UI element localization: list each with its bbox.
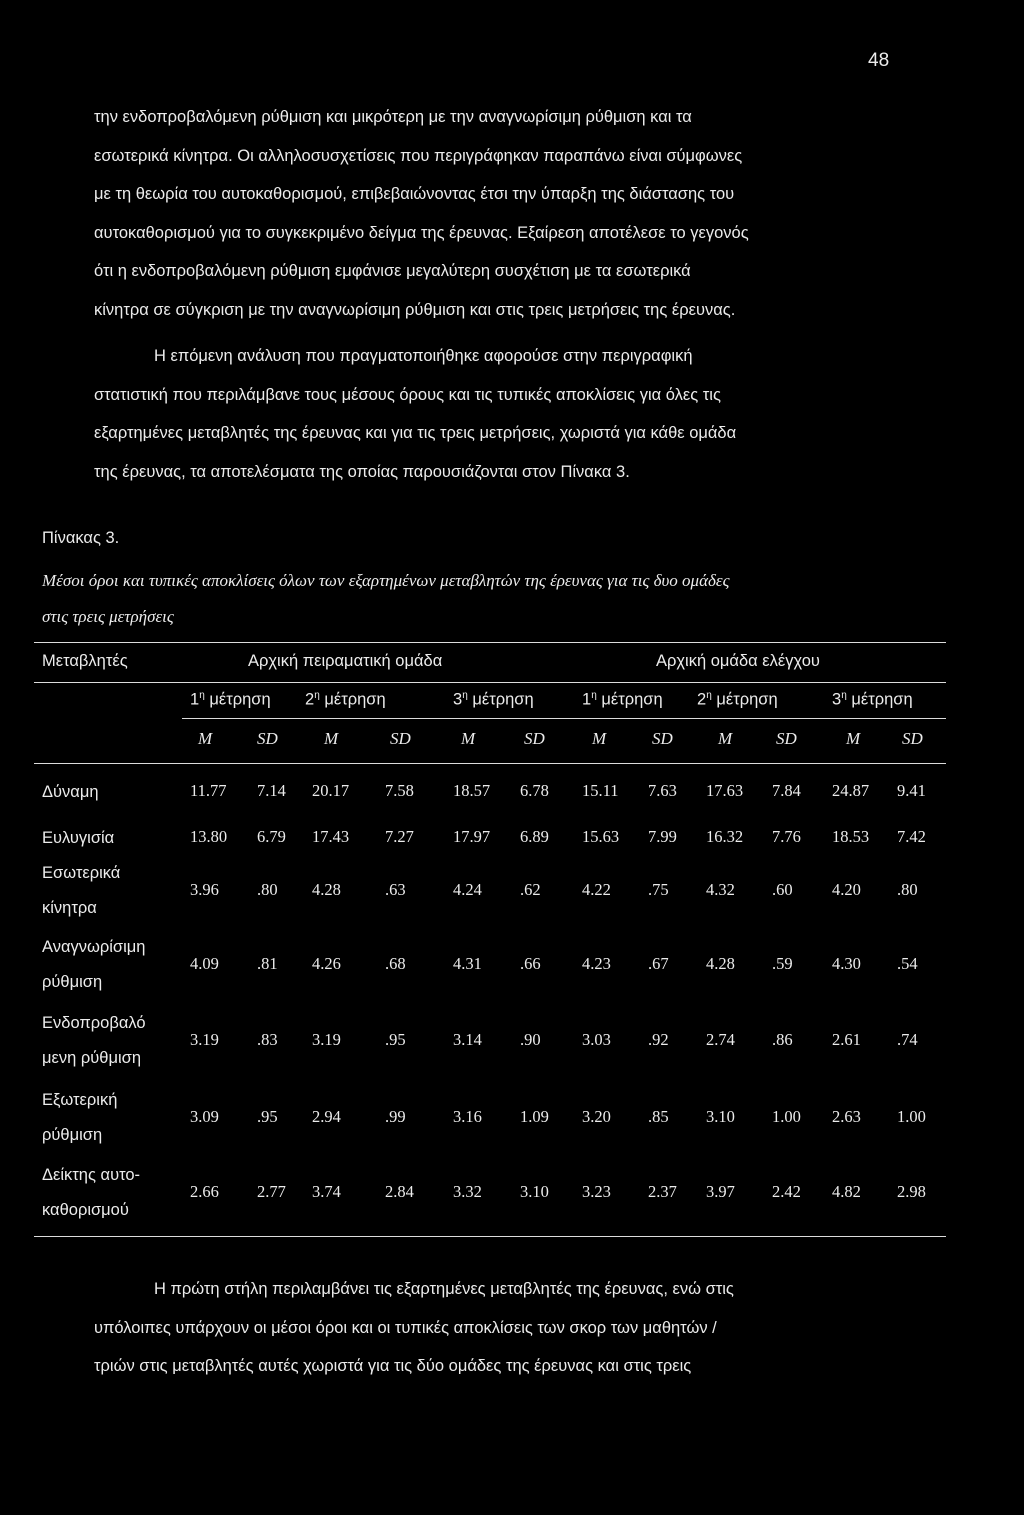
row-label-line: ρύθμιση: [42, 973, 103, 991]
table-cell: .63: [385, 880, 406, 899]
table-cell: 9.41: [897, 781, 926, 800]
table-cell: 6.89: [520, 827, 549, 846]
table-cell: 3.32: [453, 1182, 482, 1201]
table-cell: .80: [257, 880, 278, 899]
row-label: [42, 1158, 140, 1228]
table-cell: 7.58: [385, 781, 414, 800]
table-cell: 1.09: [520, 1107, 549, 1126]
column-header-variables: Μεταβλητές: [42, 652, 128, 670]
measurement-header: $1^\eta$ μέτρηση: [582, 690, 663, 709]
table-cell: 18.53: [832, 827, 870, 846]
table-label: Πίνακας 3.: [42, 529, 120, 547]
sd-header: SD: [652, 729, 673, 748]
table-cell: 24.87: [832, 781, 870, 800]
table-cell: .62: [520, 880, 541, 899]
row-label-line: Δύναμη: [42, 782, 99, 801]
table-cell: 4.26: [312, 954, 341, 973]
paragraph-3: [94, 1270, 930, 1386]
table-rule-header-bottom: [34, 763, 946, 764]
table-cell: 17.43: [312, 827, 350, 846]
table-cell: 2.74: [706, 1030, 735, 1049]
table-rule-bottom: [34, 1236, 946, 1237]
table-cell: 2.63: [832, 1107, 861, 1126]
table-cell: 4.09: [190, 954, 219, 973]
table-cell: 1.00: [772, 1107, 801, 1126]
table-cell: .59: [772, 954, 793, 973]
row-label-line: Εσωτερικά: [42, 864, 121, 882]
mean-header: M: [718, 729, 733, 748]
table-rule-group: [34, 682, 946, 683]
table-cell: 3.14: [453, 1030, 482, 1049]
sd-header: SD: [390, 729, 411, 748]
table-cell: 11.77: [190, 781, 227, 800]
table-cell: 17.63: [706, 781, 744, 800]
row-label-line: Αναγνωρίσιμη: [42, 938, 146, 956]
table-cell: 2.66: [190, 1182, 219, 1201]
table-cell: .80: [897, 880, 918, 899]
mean-header: M: [846, 729, 861, 748]
measurement-header: $3^\eta$ μέτρηση: [832, 690, 913, 709]
table-cell: 2.77: [257, 1182, 286, 1201]
group-header-experimental: Αρχική πειραματική ομάδα: [248, 652, 443, 670]
mean-header: M: [461, 729, 476, 748]
row-label-line: Δείκτης αυτο-: [42, 1166, 141, 1184]
table-cell: 2.84: [385, 1182, 414, 1201]
table-cell: 2.42: [772, 1182, 801, 1201]
table-cell: 15.63: [582, 827, 620, 846]
measurement-header: $3^\eta$ μέτρηση: [453, 690, 534, 709]
table-cell: 7.14: [257, 781, 286, 800]
row-label: [42, 775, 99, 810]
table-cell: .60: [772, 880, 793, 899]
table-cell: 4.30: [832, 954, 861, 973]
table-cell: 13.80: [190, 827, 228, 846]
table-cell: .68: [385, 954, 406, 973]
table-cell: .85: [648, 1107, 669, 1126]
table-cell: .74: [897, 1030, 918, 1049]
text-line: Η επόμενη ανάλυση που πραγματοποιήθηκε αφορούσε στην περιγραφική: [154, 347, 693, 365]
sd-header: SD: [257, 729, 278, 748]
table-cell: .99: [385, 1107, 406, 1126]
row-label: [42, 930, 145, 1000]
row-label-line: Ευλυγισία: [42, 828, 115, 847]
table-cell: 4.28: [706, 954, 735, 973]
table-cell: 4.82: [832, 1182, 861, 1201]
table-cell: 7.63: [648, 781, 677, 800]
table-cell: 3.74: [312, 1182, 341, 1201]
text-line: στατιστική που περιλάμβανε τους μέσους όρους και τις τυπικές αποκλίσεις για όλες τις: [94, 385, 721, 404]
table-cell: 4.31: [453, 954, 482, 973]
table-cell: 7.84: [772, 781, 801, 800]
table-title-line: Μέσοι όροι και τυπικές αποκλίσεις όλων των εξαρτημένων μεταβλητών της έρευνας για τις δυο ομάδες: [42, 571, 730, 590]
text-line: υπόλοιπες υπάρχουν οι μέσοι όροι και οι τυπικές αποκλίσεις των σκορ των μαθητών /: [94, 1318, 717, 1337]
table-cell: 3.16: [453, 1107, 482, 1126]
row-label-line: μενη ρύθμιση: [42, 1049, 141, 1067]
row-label-line: καθορισμού: [42, 1201, 129, 1219]
text-line: με τη θεωρία του αυτοκαθορισμού, επιβεβαιώνοντας έτσι την ύπαρξη της διάστασης του: [94, 185, 735, 204]
table-cell: 3.03: [582, 1030, 611, 1049]
table-cell: 2.37: [648, 1182, 677, 1201]
row-label-line: Εξωτερική: [42, 1091, 118, 1109]
table-cell: .75: [648, 880, 669, 899]
table-title-line: στις τρεις μετρήσεις: [42, 607, 174, 626]
mean-header: M: [198, 729, 213, 748]
table-cell: .81: [257, 954, 278, 973]
table-cell: 2.94: [312, 1107, 341, 1126]
table-cell: 2.98: [897, 1182, 926, 1201]
table-cell: 3.23: [582, 1182, 611, 1201]
text-line: εξαρτημένες μεταβλητές της έρευνας και για τις τρεις μετρήσεις, χωριστά για κάθε ομάδα: [94, 424, 737, 443]
table-cell: 3.19: [190, 1030, 219, 1049]
text-line: αυτοκαθορισμού για το συγκεκριμένο δείγμα της έρευνας. Εξαίρεση αποτέλεσε το γεγονός: [94, 223, 749, 242]
table-cell: .95: [385, 1030, 406, 1049]
table-cell: 1.00: [897, 1107, 926, 1126]
table-cell: 17.97: [453, 827, 491, 846]
row-label-line: ρύθμιση: [42, 1126, 103, 1144]
text-line: της έρευνας, τα αποτελέσματα της οποίας παρουσιάζονται στον Πίνακα 3.: [94, 462, 630, 481]
table-cell: 7.76: [772, 827, 801, 846]
table-cell: .67: [648, 954, 669, 973]
table-cell: 4.28: [312, 880, 341, 899]
table-cell: .83: [257, 1030, 278, 1049]
sd-header: SD: [776, 729, 797, 748]
table-cell: 20.17: [312, 781, 350, 800]
measurement-header: $2^\eta$ μέτρηση: [305, 690, 386, 709]
row-label-line: κίνητρα: [42, 899, 97, 917]
paragraph-1: [94, 98, 930, 330]
row-label: [42, 1083, 117, 1153]
measurement-header: $1^\eta$ μέτρηση: [190, 690, 271, 709]
row-label: [42, 821, 114, 856]
table-cell: .54: [897, 954, 918, 973]
table-cell: 18.57: [453, 781, 491, 800]
table-cell: 3.19: [312, 1030, 341, 1049]
table-cell: 3.10: [706, 1107, 735, 1126]
measurement-header: $2^\eta$ μέτρηση: [697, 690, 778, 709]
text-line: κίνητρα σε σύγκριση με την αναγνωρίσιμη ρύθμιση και στις τρεις μετρήσεις της έρευνας.: [94, 300, 736, 319]
table-cell: 3.20: [582, 1107, 611, 1126]
table-cell: 4.23: [582, 954, 611, 973]
table-cell: 3.96: [190, 880, 219, 899]
table-cell: 16.32: [706, 827, 744, 846]
table-cell: 3.10: [520, 1182, 549, 1201]
text-line: τριών στις μεταβλητές αυτές χωριστά για τις δύο ομάδες της έρευνας και στις τρεις: [94, 1357, 692, 1376]
table-title: [42, 563, 942, 635]
table-cell: 15.11: [582, 781, 619, 800]
table-rule-measurement: [182, 718, 946, 719]
table-cell: 6.78: [520, 781, 549, 800]
row-label-line: Ενδοπροβαλό: [42, 1014, 146, 1032]
table-cell: 3.09: [190, 1107, 219, 1126]
table-cell: .86: [772, 1030, 793, 1049]
text-line: την ενδοπροβαλόμενη ρύθμιση και μικρότερη με την αναγνωρίσιμη ρύθμιση και τα: [94, 108, 692, 126]
table-cell: .92: [648, 1030, 669, 1049]
table-cell: 7.42: [897, 827, 926, 846]
paragraph-2: [94, 337, 930, 491]
table-cell: 7.27: [385, 827, 414, 846]
text-line: εσωτερικά κίνητρα. Οι αλληλοσυσχετίσεις που περιγράφηκαν παραπάνω είναι σύμφωνες: [94, 146, 743, 165]
row-label: [42, 1006, 146, 1076]
group-header-control: Αρχική ομάδα ελέγχου: [656, 652, 820, 670]
sd-header: SD: [524, 729, 545, 748]
table-cell: .66: [520, 954, 541, 973]
table-cell: 4.22: [582, 880, 611, 899]
table-cell: 6.79: [257, 827, 286, 846]
table-cell: 4.32: [706, 880, 735, 899]
page-number: 48: [868, 50, 890, 71]
table-cell: 2.61: [832, 1030, 861, 1049]
sd-header: SD: [902, 729, 923, 748]
mean-header: M: [324, 729, 339, 748]
row-label: [42, 856, 120, 926]
mean-header: M: [592, 729, 607, 748]
table-rule-top: [34, 642, 946, 643]
table-cell: 4.24: [453, 880, 482, 899]
text-line: ότι η ενδοπροβαλόμενη ρύθμιση εμφάνισε μεγαλύτερη συσχέτιση με τα εσωτερικά: [94, 262, 691, 281]
table-cell: 4.20: [832, 880, 861, 899]
text-line: Η πρώτη στήλη περιλαμβάνει τις εξαρτημένες μεταβλητές της έρευνας, ενώ στις: [154, 1280, 734, 1298]
table-cell: .90: [520, 1030, 541, 1049]
table-cell: 3.97: [706, 1182, 735, 1201]
table-cell: .95: [257, 1107, 278, 1126]
table-cell: 7.99: [648, 827, 677, 846]
